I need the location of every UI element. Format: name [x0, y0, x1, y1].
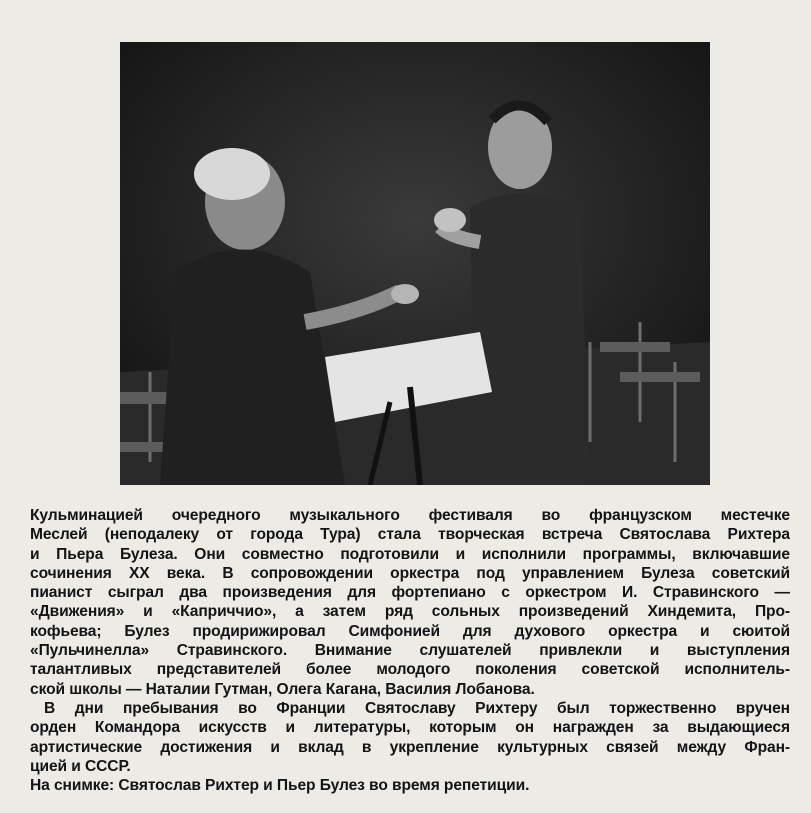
article-line-10: ской школы — Наталии Гутман, Олега Кагана, Василия Лобанова.	[30, 680, 535, 698]
article-line-8: «Пульчинелла» Стравинского. Внимание слушателей привлекли и выступления	[30, 642, 790, 660]
article-line-2: Меслей (неподалеку от города Тура) стала творческая встреча Святослава Рихтера	[30, 526, 790, 544]
photo-caption: На снимке: Святослав Рихтер и Пьер Булез во время репетиции.	[30, 777, 530, 795]
rehearsal-photo-illustration	[120, 42, 710, 485]
article-text	[30, 506, 790, 795]
article-line-4: сочинения XX века. В сопровождении оркестра под управлением Булеза советский	[30, 564, 790, 582]
press-photo	[120, 42, 710, 485]
article-line-7: кофьева; Булез продирижировал Симфонией для духового оркестра и сюитой	[30, 622, 790, 640]
article-line-13: артистические достижения и вклад в укрепление культурных связей между Фран-	[30, 738, 790, 756]
article-line-3: и Пьера Булеза. Они совместно подготовили и исполнили программы, включавшие	[30, 545, 790, 563]
article-line-12: орден Командора искусств и литературы, которым он награжден за выдающиеся	[30, 719, 790, 737]
article-line-9: талантливых представителей более молодого поколения советской исполнитель-	[30, 661, 790, 679]
article-line-1: Кульминацией очередного музыкального фестиваля во французском местечке	[30, 507, 790, 524]
article-line-11: В дни пребывания во Франции Святославу Рихтеру был торжественно вручен	[44, 699, 790, 717]
article-line-6: «Движения» и «Каприччио», а затем ряд сольных произведений Хиндемита, Про-	[30, 603, 790, 621]
article-line-5: пианист сыграл два произведения для фортепиано с оркестром И. Стравинского —	[30, 584, 790, 602]
article-line-14: цией и СССР.	[30, 757, 131, 775]
